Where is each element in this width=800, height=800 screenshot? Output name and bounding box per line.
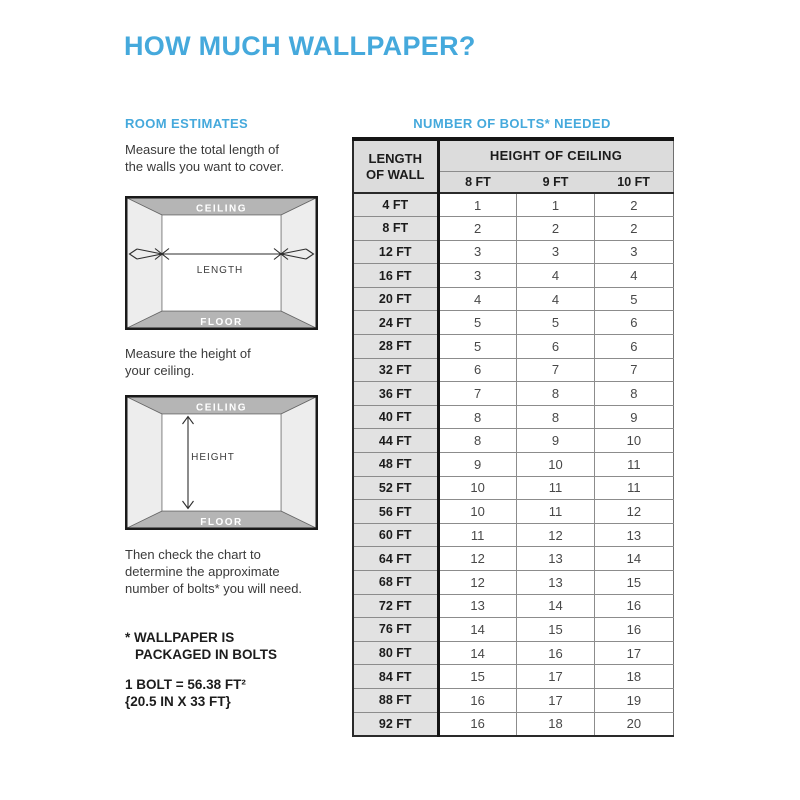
bolt-count-cell: 15 (595, 571, 673, 595)
bolt-count-cell: 18 (595, 665, 673, 689)
table-row (353, 665, 673, 689)
table-row (353, 240, 673, 264)
wall-length-cell: 80 FT (353, 641, 438, 665)
bolt-count-cell: 10 (516, 453, 594, 477)
wall-length-cell: 88 FT (353, 688, 438, 712)
bolt-count-cell: 14 (438, 641, 516, 665)
table-row (353, 476, 673, 500)
wall-length-cell: 44 FT (353, 429, 438, 453)
table-row (353, 335, 673, 359)
bolt-count-cell: 8 (595, 382, 673, 406)
bolt-count-cell: 9 (595, 405, 673, 429)
floor-label: FLOOR (200, 517, 243, 528)
bolt-count-cell: 8 (438, 405, 516, 429)
wall-length-cell: 8 FT (353, 217, 438, 241)
bolt-count-cell: 15 (438, 665, 516, 689)
left-wall-panel (127, 397, 162, 528)
bolt-count-cell: 11 (516, 476, 594, 500)
bolt-count-cell: 8 (516, 405, 594, 429)
instruction-height-line2: your ceiling. (125, 363, 195, 378)
bolts-table-container (352, 137, 674, 737)
bolt-count-cell: 7 (595, 358, 673, 382)
bolt-count-cell: 19 (595, 688, 673, 712)
instruction-length-line1: Measure the total length of (125, 142, 279, 157)
wall-length-header (353, 139, 438, 193)
bolts-footnote-line1: * WALLPAPER IS (125, 630, 235, 645)
bolt-count-cell: 4 (516, 264, 594, 288)
right-wall-panel (281, 397, 316, 528)
wall-length-cell: 28 FT (353, 335, 438, 359)
wall-length-cell: 60 FT (353, 523, 438, 547)
bolt-size-line2: {20.5 IN X 33 FT} (125, 694, 231, 709)
instruction-chart-line1: Then check the chart to (125, 547, 261, 562)
table-row (353, 500, 673, 524)
wall-length-cell: 24 FT (353, 311, 438, 335)
bolt-count-cell: 5 (516, 311, 594, 335)
table-row (353, 287, 673, 311)
table-row (353, 688, 673, 712)
table-header-row-1 (353, 139, 673, 171)
table-row (353, 429, 673, 453)
table-row (353, 405, 673, 429)
bolt-count-cell: 7 (438, 382, 516, 406)
table-row (353, 594, 673, 618)
floor-label: FLOOR (200, 317, 243, 328)
bolt-count-cell: 2 (516, 217, 594, 241)
bolts-footnote-line2: PACKAGED IN BOLTS (135, 647, 278, 662)
wall-length-cell: 52 FT (353, 476, 438, 500)
instruction-chart-line2: determine the approximate (125, 564, 280, 579)
wall-length-cell: 56 FT (353, 500, 438, 524)
wall-length-header-line2: OF WALL (366, 166, 425, 182)
bolt-count-cell: 16 (595, 594, 673, 618)
bolt-size-line1: 1 BOLT = 56.38 FT² (125, 677, 246, 692)
bolt-count-cell: 4 (516, 287, 594, 311)
bolt-size-info (125, 676, 246, 710)
bolt-count-cell: 11 (438, 523, 516, 547)
instruction-length-line2: the walls you want to cover. (125, 159, 284, 174)
bolt-count-cell: 13 (516, 571, 594, 595)
bolt-count-cell: 14 (516, 594, 594, 618)
bolt-count-cell: 10 (438, 476, 516, 500)
instruction-height-line1: Measure the height of (125, 346, 251, 361)
bolt-count-cell: 6 (438, 358, 516, 382)
bolt-count-cell: 1 (438, 193, 516, 217)
page-title: HOW MUCH WALLPAPER? (124, 31, 476, 61)
ceiling-10ft-header: 10 FT (595, 171, 673, 193)
bolts-table-heading: NUMBER OF BOLTS* NEEDED (413, 116, 611, 131)
bolt-count-cell: 14 (595, 547, 673, 571)
bolt-count-cell: 9 (516, 429, 594, 453)
wall-length-cell: 64 FT (353, 547, 438, 571)
bolt-count-cell: 3 (516, 240, 594, 264)
instruction-length (125, 141, 284, 175)
bolt-count-cell: 17 (516, 665, 594, 689)
wall-length-cell: 20 FT (353, 287, 438, 311)
table-row (353, 311, 673, 335)
wall-length-cell: 84 FT (353, 665, 438, 689)
table-row (353, 358, 673, 382)
bolt-count-cell: 8 (516, 382, 594, 406)
wall-length-cell: 36 FT (353, 382, 438, 406)
back-wall-panel (162, 215, 281, 311)
table-row (353, 264, 673, 288)
wall-length-cell: 4 FT (353, 193, 438, 217)
bolt-count-cell: 5 (438, 311, 516, 335)
bolts-table (352, 137, 674, 737)
wall-length-cell: 16 FT (353, 264, 438, 288)
bolts-footnote (125, 629, 277, 663)
wall-length-header-line1: LENGTH (368, 150, 422, 166)
left-wall-panel (127, 198, 162, 328)
table-row (353, 453, 673, 477)
bolt-count-cell: 18 (516, 712, 594, 736)
bolt-count-cell: 9 (438, 453, 516, 477)
table-row (353, 193, 673, 217)
table-row (353, 571, 673, 595)
instruction-height (125, 345, 251, 379)
bolt-count-cell: 4 (595, 264, 673, 288)
wall-length-cell: 72 FT (353, 594, 438, 618)
table-row (353, 712, 673, 736)
bolt-count-cell: 13 (516, 547, 594, 571)
bolt-count-cell: 12 (438, 547, 516, 571)
bolt-count-cell: 17 (595, 641, 673, 665)
bolt-count-cell: 3 (595, 240, 673, 264)
bolt-count-cell: 16 (595, 618, 673, 642)
wall-length-cell: 12 FT (353, 240, 438, 264)
bolt-count-cell: 10 (595, 429, 673, 453)
wall-length-cell: 92 FT (353, 712, 438, 736)
bolt-count-cell: 12 (516, 523, 594, 547)
bolt-count-cell: 11 (595, 476, 673, 500)
wall-length-cell: 76 FT (353, 618, 438, 642)
height-room-diagram (125, 395, 318, 530)
right-wall-panel (281, 198, 316, 328)
bolt-count-cell: 3 (438, 240, 516, 264)
bolt-count-cell: 16 (438, 688, 516, 712)
table-row (353, 523, 673, 547)
bolt-count-cell: 4 (438, 287, 516, 311)
room-estimates-heading: ROOM ESTIMATES (125, 116, 249, 131)
instruction-chart (125, 546, 302, 597)
bolt-count-cell: 2 (595, 217, 673, 241)
ceiling-height-header: HEIGHT OF CEILING (438, 139, 673, 171)
bolt-count-cell: 11 (595, 453, 673, 477)
bolt-count-cell: 5 (595, 287, 673, 311)
bolt-count-cell: 16 (516, 641, 594, 665)
bolt-count-cell: 8 (438, 429, 516, 453)
ceiling-8ft-header: 8 FT (438, 171, 516, 193)
wall-length-cell: 40 FT (353, 405, 438, 429)
table-row (353, 382, 673, 406)
ceiling-label: CEILING (195, 402, 248, 414)
wall-length-cell: 32 FT (353, 358, 438, 382)
wall-length-cell: 68 FT (353, 571, 438, 595)
bolt-count-cell: 2 (438, 217, 516, 241)
instruction-chart-line3: number of bolts* you will need. (125, 581, 303, 596)
ceiling-label: CEILING (195, 203, 248, 215)
bolt-count-cell: 11 (516, 500, 594, 524)
bolt-count-cell: 5 (438, 335, 516, 359)
bolt-count-cell: 3 (438, 264, 516, 288)
length-room-diagram (125, 196, 318, 330)
bolt-count-cell: 12 (595, 500, 673, 524)
bolt-count-cell: 10 (438, 500, 516, 524)
table-row (353, 641, 673, 665)
length-measure-label: LENGTH (196, 265, 244, 276)
bolt-count-cell: 16 (438, 712, 516, 736)
bolt-count-cell: 13 (438, 594, 516, 618)
bolt-count-cell: 6 (595, 335, 673, 359)
bolt-count-cell: 14 (438, 618, 516, 642)
bolt-count-cell: 17 (516, 688, 594, 712)
bolt-count-cell: 6 (595, 311, 673, 335)
bolt-count-cell: 2 (595, 193, 673, 217)
height-measure-label: HEIGHT (191, 452, 235, 463)
ceiling-9ft-header: 9 FT (516, 171, 594, 193)
bolts-table-body (353, 193, 673, 736)
bolt-count-cell: 1 (516, 193, 594, 217)
bolt-count-cell: 6 (516, 335, 594, 359)
bolt-count-cell: 15 (516, 618, 594, 642)
bolt-count-cell: 12 (438, 571, 516, 595)
bolt-count-cell: 7 (516, 358, 594, 382)
table-row (353, 547, 673, 571)
wall-length-cell: 48 FT (353, 453, 438, 477)
table-row (353, 618, 673, 642)
table-row (353, 217, 673, 241)
bolt-count-cell: 13 (595, 523, 673, 547)
bolt-count-cell: 20 (595, 712, 673, 736)
